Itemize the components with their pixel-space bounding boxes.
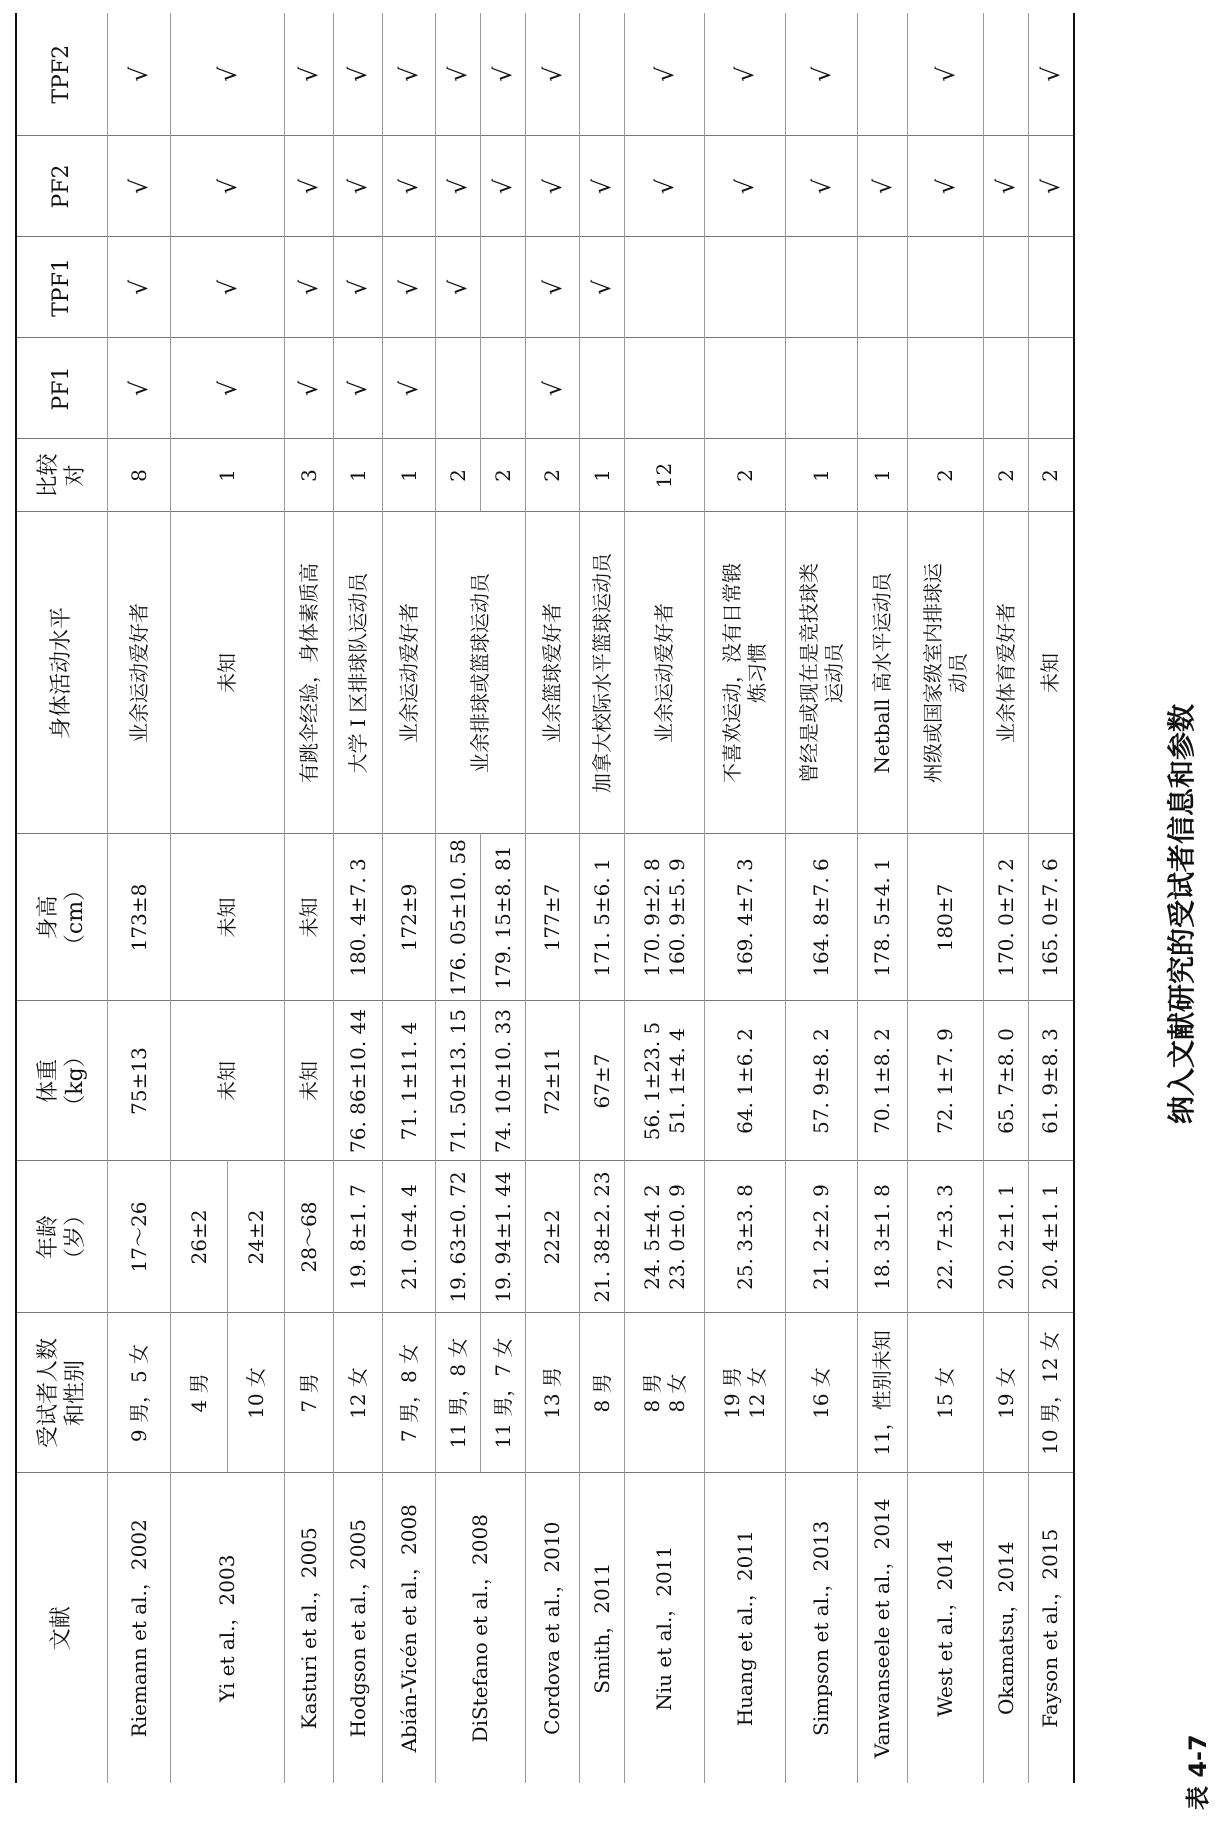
height-cell: 172±9 (383, 834, 436, 1001)
height-cell: 170. 0±7. 2 (984, 834, 1029, 1001)
tpf2-cell: √ (285, 13, 334, 136)
header-subjects: 受试者人数 和性别 (16, 1313, 108, 1473)
age-cell: 20. 4±1. 1 (1029, 1161, 1074, 1313)
activity-cell: 州级或国家级室内排球运 动员 (908, 512, 984, 834)
subjects-cell: 8 男 8 女 (625, 1313, 705, 1473)
header-height: 身高 （cm） (16, 834, 108, 1001)
pairs-cell: 3 (285, 439, 334, 512)
study-cell: Abián-Vicén et al.，2008 (383, 1473, 436, 1783)
pairs-cell: 1 (334, 439, 383, 512)
activity-cell: 业余体育爱好者 (984, 512, 1029, 834)
tpf1-cell (786, 237, 858, 338)
subjects-cell: 19 男 12 女 (705, 1313, 786, 1473)
study-cell: Hodgson et al.，2005 (334, 1473, 383, 1783)
pf1-cell: √ (108, 338, 171, 439)
age-cell: 22±2 (526, 1161, 580, 1313)
table-row (908, 13, 984, 1783)
weight-cell: 71. 1±11. 4 (383, 1001, 436, 1161)
pairs-cell: 2 (984, 439, 1029, 512)
pairs-cell: 2 (705, 439, 786, 512)
tpf2-cell: √ (705, 13, 786, 136)
subjects-cell: 4 男 (171, 1313, 228, 1473)
study-cell: Huang et al.，2011 (705, 1473, 786, 1783)
study-cell: Kasturi et al.，2005 (285, 1473, 334, 1783)
age-cell: 22. 7±3. 3 (908, 1161, 984, 1313)
activity-cell: 业余运动爱好者 (108, 512, 171, 834)
subjects-cell: 13 男 (526, 1313, 580, 1473)
study-cell: Smith，2011 (580, 1473, 625, 1783)
pf2-cell: √ (171, 136, 285, 237)
header-tpf2: TPF2 (16, 13, 108, 136)
study-cell: DiStefano et al.，2008 (436, 1473, 526, 1783)
weight-cell: 57. 9±8. 2 (786, 1001, 858, 1161)
pf1-cell (1029, 338, 1074, 439)
age-cell: 19. 94±1. 44 (481, 1161, 526, 1313)
age-cell: 21. 0±4. 4 (383, 1161, 436, 1313)
tpf1-cell (858, 237, 908, 338)
pairs-cell: 1 (580, 439, 625, 512)
pairs-cell: 1 (858, 439, 908, 512)
pf2-cell: √ (526, 136, 580, 237)
age-cell: 28～68 (285, 1161, 334, 1313)
subjects-cell: 8 男 (580, 1313, 625, 1473)
table-row (436, 13, 481, 1783)
tpf2-cell: √ (436, 13, 481, 136)
height-cell: 未知 (285, 834, 334, 1001)
study-cell: Niu et al.，2011 (625, 1473, 705, 1783)
pf2-cell: √ (383, 136, 436, 237)
weight-cell: 74. 10±10. 33 (481, 1001, 526, 1161)
study-cell: Yi et al.，2003 (171, 1473, 285, 1783)
weight-cell: 未知 (285, 1001, 334, 1161)
age-cell: 17～26 (108, 1161, 171, 1313)
tpf2-cell: √ (108, 13, 171, 136)
height-cell: 176. 05±10. 58 (436, 834, 481, 1001)
table-row (171, 13, 228, 1783)
table-row (526, 13, 580, 1783)
weight-cell: 61. 9±8. 3 (1029, 1001, 1074, 1161)
tpf1-cell: √ (285, 237, 334, 338)
weight-cell: 72. 1±7. 9 (908, 1001, 984, 1161)
subjects-cell: 11，性别未知 (858, 1313, 908, 1473)
table-row (108, 13, 171, 1783)
age-cell: 24±2 (228, 1161, 285, 1313)
pf1-cell (436, 338, 481, 439)
pf1-cell (481, 338, 526, 439)
pf2-cell: √ (580, 136, 625, 237)
activity-cell: 业余运动爱好者 (383, 512, 436, 834)
table-label: 表 4-7 (1184, 1734, 1212, 1810)
header-weight: 体重 （kg） (16, 1001, 108, 1161)
tpf1-cell: √ (383, 237, 436, 338)
study-cell: Fayson et al.，2015 (1029, 1473, 1074, 1783)
study-cell: West et al.，2014 (908, 1473, 984, 1783)
pf2-cell: √ (858, 136, 908, 237)
pf2-cell: √ (108, 136, 171, 237)
pf2-cell: √ (984, 136, 1029, 237)
activity-cell: 业余篮球爱好者 (526, 512, 580, 834)
height-cell: 179. 15±8. 81 (481, 834, 526, 1001)
activity-cell: 未知 (171, 512, 285, 834)
pf1-cell (786, 338, 858, 439)
tpf2-cell (858, 13, 908, 136)
activity-cell: 业余排球或篮球运动员 (436, 512, 526, 834)
activity-cell: 有跳伞经验，身体素质高 (285, 512, 334, 834)
tpf1-cell: √ (171, 237, 285, 338)
tpf2-cell (580, 13, 625, 136)
pf2-cell: √ (705, 136, 786, 237)
table-row (1029, 13, 1074, 1783)
height-cell: 173±8 (108, 834, 171, 1001)
pf1-cell (625, 338, 705, 439)
age-cell: 26±2 (171, 1161, 228, 1313)
weight-cell: 75±13 (108, 1001, 171, 1161)
pf1-cell: √ (171, 338, 285, 439)
tpf1-cell: √ (108, 237, 171, 338)
pf1-cell (984, 338, 1029, 439)
subjects-cell: 12 女 (334, 1313, 383, 1473)
height-cell: 165. 0±7. 6 (1029, 834, 1074, 1001)
subjects-cell: 7 男，8 女 (383, 1313, 436, 1473)
tpf2-cell: √ (383, 13, 436, 136)
weight-cell: 72±11 (526, 1001, 580, 1161)
pairs-cell: 8 (108, 439, 171, 512)
activity-cell: 大学 I 区排球队运动员 (334, 512, 383, 834)
table-row (334, 13, 383, 1783)
height-cell: 170. 9±2. 8 160. 9±5. 9 (625, 834, 705, 1001)
activity-cell: 未知 (1029, 512, 1074, 834)
tpf1-cell: √ (334, 237, 383, 338)
age-cell: 20. 2±1. 1 (984, 1161, 1029, 1313)
weight-cell: 未知 (171, 1001, 285, 1161)
table-row (705, 13, 786, 1783)
tpf2-cell: √ (1029, 13, 1074, 136)
header-tpf1: TPF1 (16, 237, 108, 338)
tpf1-cell (984, 237, 1029, 338)
pf2-cell: √ (1029, 136, 1074, 237)
header-study: 文献 (16, 1473, 108, 1783)
pf1-cell (580, 338, 625, 439)
table-row (625, 13, 705, 1783)
pf1-cell: √ (526, 338, 580, 439)
tpf1-cell (705, 237, 786, 338)
table-row (858, 13, 908, 1783)
height-cell: 171. 5±6. 1 (580, 834, 625, 1001)
tpf2-cell: √ (786, 13, 858, 136)
activity-cell: 加拿大校际水平篮球运动员 (580, 512, 625, 834)
pf2-cell: √ (285, 136, 334, 237)
subjects-cell: 7 男 (285, 1313, 334, 1473)
subjects-cell: 10 男，12 女 (1029, 1313, 1074, 1473)
tpf2-cell: √ (334, 13, 383, 136)
age-cell: 21. 2±2. 9 (786, 1161, 858, 1313)
age-cell: 21. 38±2. 23 (580, 1161, 625, 1313)
weight-cell: 76. 86±10. 44 (334, 1001, 383, 1161)
pf2-cell: √ (436, 136, 481, 237)
tpf1-cell (908, 237, 984, 338)
subjects-cell: 10 女 (228, 1313, 285, 1473)
subjects-cell: 19 女 (984, 1313, 1029, 1473)
age-cell: 24. 5±4. 2 23. 0±0. 9 (625, 1161, 705, 1313)
tpf2-cell: √ (908, 13, 984, 136)
header-pf1: PF1 (16, 338, 108, 439)
pf1-cell: √ (334, 338, 383, 439)
header-activity: 身体活动水平 (16, 512, 108, 834)
age-cell: 19. 8±1. 7 (334, 1161, 383, 1313)
study-cell: Cordova et al.，2010 (526, 1473, 580, 1783)
activity-cell: 业余运动爱好者 (625, 512, 705, 834)
table-row (580, 13, 625, 1783)
table-row (383, 13, 436, 1783)
pairs-cell: 2 (526, 439, 580, 512)
pairs-cell: 2 (481, 439, 526, 512)
weight-cell: 67±7 (580, 1001, 625, 1161)
table-title: 纳入文献研究的受试者信息和参数 (1165, 704, 1198, 1125)
pairs-cell: 2 (1029, 439, 1074, 512)
tpf1-cell (481, 237, 526, 338)
age-cell: 18. 3±1. 8 (858, 1161, 908, 1313)
subjects-cell: 11 男，8 女 (436, 1313, 481, 1473)
height-cell: 164. 8±7. 6 (786, 834, 858, 1001)
study-cell: Riemann et al.，2002 (108, 1473, 171, 1783)
weight-cell: 71. 50±13. 15 (436, 1001, 481, 1161)
activity-cell: Netball 高水平运动员 (858, 512, 908, 834)
pairs-cell: 1 (383, 439, 436, 512)
weight-cell: 64. 1±6. 2 (705, 1001, 786, 1161)
pairs-cell: 12 (625, 439, 705, 512)
subjects-cell: 15 女 (908, 1313, 984, 1473)
tpf2-cell: √ (526, 13, 580, 136)
tpf1-cell: √ (436, 237, 481, 338)
pf2-cell: √ (908, 136, 984, 237)
header-age: 年龄 （岁） (16, 1161, 108, 1313)
subject-info-table (15, 13, 1075, 1783)
height-cell: 178. 5±4. 1 (858, 834, 908, 1001)
header-pairs: 比较 对 (16, 439, 108, 512)
weight-cell: 65. 7±8. 0 (984, 1001, 1029, 1161)
study-cell: Vanwanseele et al.，2014 (858, 1473, 908, 1783)
tpf1-cell: √ (526, 237, 580, 338)
header-pf2: PF2 (16, 136, 108, 237)
pf2-cell: √ (786, 136, 858, 237)
table-row (984, 13, 1029, 1783)
height-cell: 未知 (171, 834, 285, 1001)
height-cell: 180. 4±7. 3 (334, 834, 383, 1001)
study-cell: Simpson et al.，2013 (786, 1473, 858, 1783)
tpf2-cell (984, 13, 1029, 136)
tpf1-cell (625, 237, 705, 338)
pairs-cell: 1 (171, 439, 285, 512)
height-cell: 177±7 (526, 834, 580, 1001)
height-cell: 180±7 (908, 834, 984, 1001)
subjects-cell: 11 男，7 女 (481, 1313, 526, 1473)
weight-cell: 70. 1±8. 2 (858, 1001, 908, 1161)
tpf2-cell: √ (481, 13, 526, 136)
pf1-cell: √ (383, 338, 436, 439)
age-cell: 19. 63±0. 72 (436, 1161, 481, 1313)
tpf2-cell: √ (625, 13, 705, 136)
pf2-cell: √ (481, 136, 526, 237)
pf1-cell (705, 338, 786, 439)
pairs-cell: 2 (436, 439, 481, 512)
table-row (786, 13, 858, 1783)
pf2-cell: √ (625, 136, 705, 237)
study-cell: Okamatsu，2014 (984, 1473, 1029, 1783)
height-cell: 169. 4±7. 3 (705, 834, 786, 1001)
pf1-cell (908, 338, 984, 439)
age-cell: 25. 3±3. 8 (705, 1161, 786, 1313)
activity-cell: 曾经是或现在是竞技球类 运动员 (786, 512, 858, 834)
pf1-cell (858, 338, 908, 439)
pf2-cell: √ (334, 136, 383, 237)
pairs-cell: 2 (908, 439, 984, 512)
table-row (285, 13, 334, 1783)
tpf1-cell (1029, 237, 1074, 338)
subjects-cell: 16 女 (786, 1313, 858, 1473)
pf1-cell: √ (285, 338, 334, 439)
header-row (16, 13, 108, 1783)
tpf1-cell: √ (580, 237, 625, 338)
activity-cell: 不喜欢运动，没有日常锻 炼习惯 (705, 512, 786, 834)
pairs-cell: 1 (786, 439, 858, 512)
tpf2-cell: √ (171, 13, 285, 136)
subjects-cell: 9 男，5 女 (108, 1313, 171, 1473)
weight-cell: 56. 1±23. 5 51. 1±4. 4 (625, 1001, 705, 1161)
